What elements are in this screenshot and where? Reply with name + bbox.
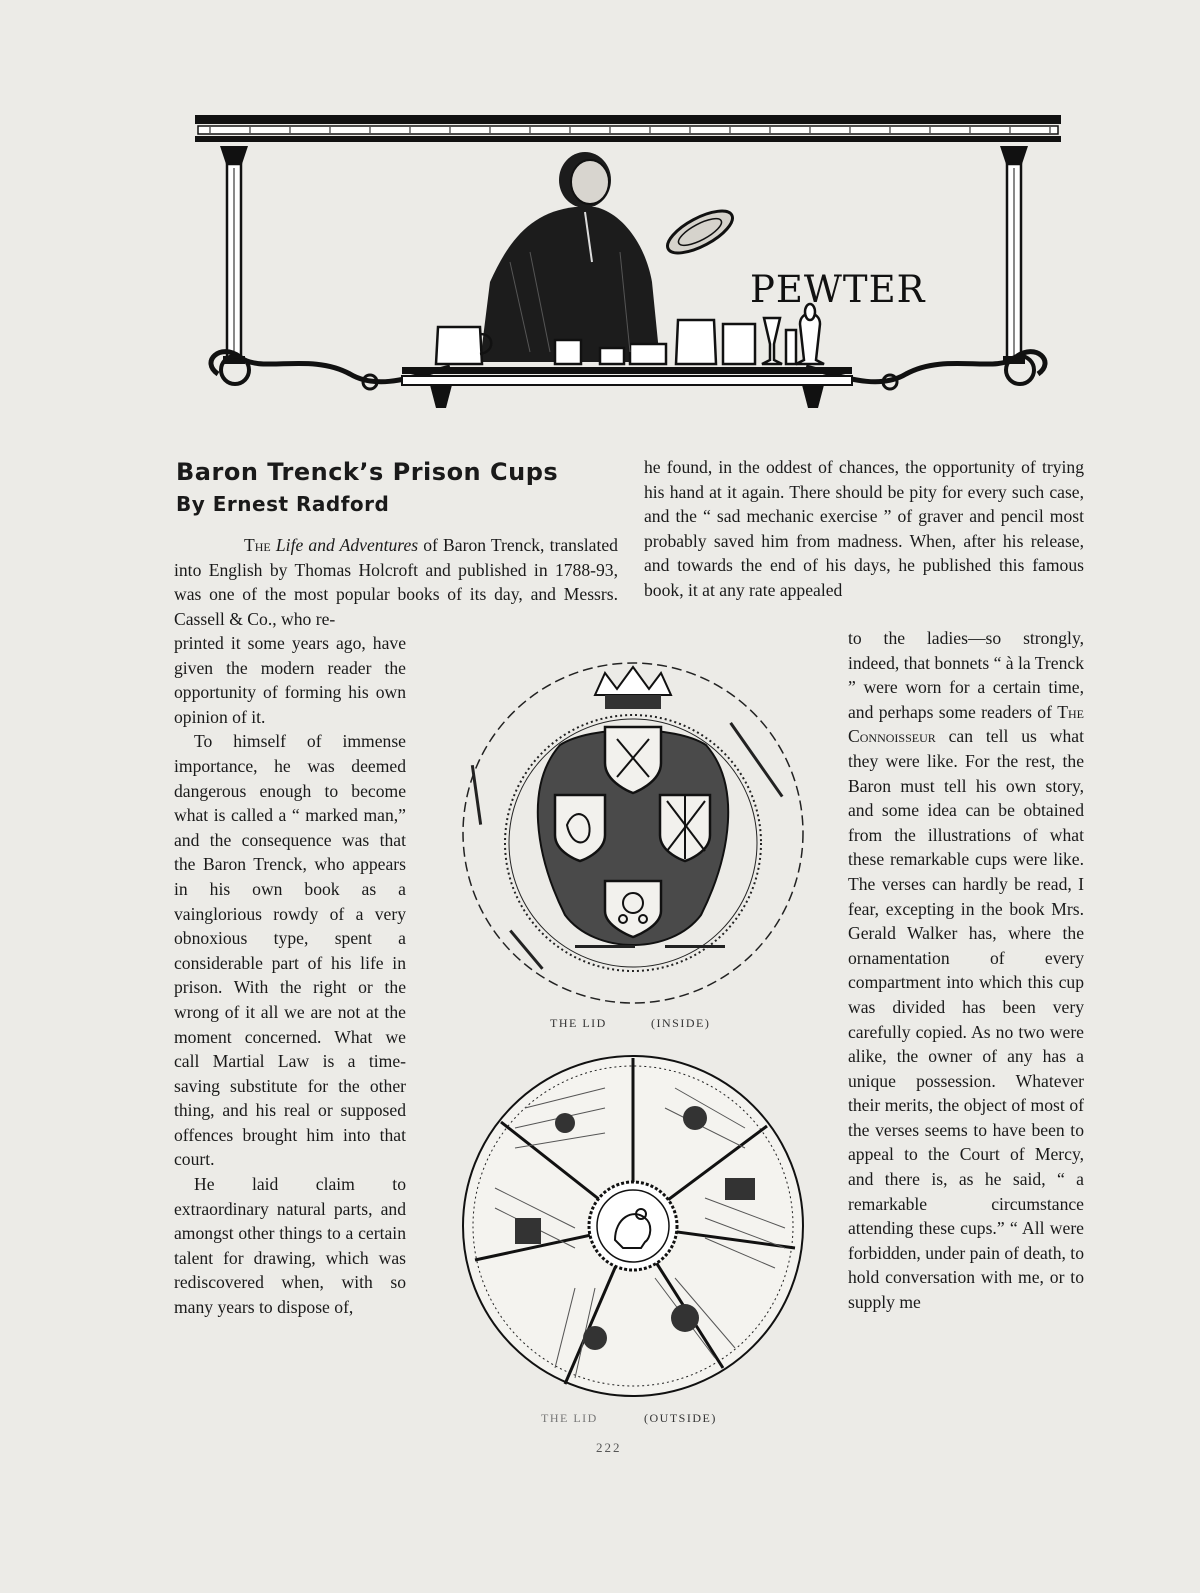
caption-lid-outside-right: (OUTSIDE) bbox=[644, 1411, 717, 1425]
magazine-name: The Connoisseur bbox=[848, 701, 1084, 747]
lid-inside-illustration bbox=[455, 655, 810, 1010]
caption-lid-inside-right: (INSIDE) bbox=[651, 1016, 711, 1030]
col1-paragraph-2: To himself of immense importance, he was deemed dangerous enough to become what is called a “ marked man,” and the consequence was that the Baron Trenck, who appears in his own book as a vainglorious rowdy of a very obnoxious type, spent a considerable part of his life in prison. With the right or the wrong of it all we are not at the moment concerned. What we call Martial Law is a time-saving substitute for the other thing, and his real or supposed offences brought him into that court. bbox=[174, 731, 406, 1170]
col2-top-text: he found, in the oddest of chances, the opportunity of trying his hand at it again. There should be pity for every such case, and the “ sad mechanic exercise ” of graver and pencil most probably saved him from madness. When, after his release, and towards the end of his days, he published this famous book, it at any rate appealed bbox=[644, 457, 1084, 600]
figure-lid-outside bbox=[455, 1048, 810, 1403]
caption-lid-outside-left: THE LID bbox=[541, 1411, 598, 1425]
caption-lid-inside-left: THE LID bbox=[550, 1016, 607, 1030]
col1-intro bbox=[174, 533, 618, 631]
col1-paragraph-3: He laid claim to extraordinary natural parts, and amongst other things to a certain talent for drawing, which was rediscovered when, with so many years to dispose of, bbox=[174, 1174, 406, 1318]
book-title: Life and Adventures bbox=[275, 535, 419, 555]
col2-top bbox=[644, 455, 1084, 603]
page-number: 222 bbox=[596, 1440, 622, 1455]
col1-paragraph-1: printed it some years ago, have given the modern reader the opportunity of forming his own opinion of it. bbox=[174, 633, 406, 727]
intro-lead: The bbox=[244, 535, 271, 555]
col2-narrow bbox=[848, 626, 1084, 1315]
article-title: Baron Trenck’s Prison Cups bbox=[176, 458, 559, 486]
col2-text-part-2: can tell us what they were like. For the rest, the Baron must tell his own story, and some idea can be obtained from the illustrations of what these remarkable cups were like. The verses can hardly be read, I fear, excepting in the book Mrs. Gerald Walker has, where the ornamentation of every compartment into which this cup was divided has been very carefully copied. As no two were alike, the owner of any has a unique possession. Whatever their merits, the object of most of the verses seems to have been to appeal to the Court of Mercy, and there is, as he said, “ a remarkable circumstance attending these cups.” “ All were forbidden, under pain of death, to hold conversation with me, or to supply me bbox=[848, 726, 1084, 1313]
pewter-banner bbox=[190, 112, 1070, 422]
lid-outside-illustration bbox=[455, 1048, 810, 1403]
intro-text: of Baron Trenck, translated into English by Thomas Holcroft and published in 1788-93, was one of the most popular books of its day, and Messrs. Cassell & Co., who re- bbox=[174, 535, 618, 629]
banner-title: PEWTER bbox=[750, 268, 926, 311]
col1-narrow bbox=[174, 631, 406, 1320]
col2-text-part-1: to the ladies—so strongly, indeed, that bonnets “ à la Trenck ” were worn for a certain time, and perhaps some readers of bbox=[848, 628, 1084, 722]
banner-frame-illustration bbox=[190, 112, 1070, 422]
figure-lid-inside bbox=[455, 655, 810, 1010]
article-byline: By Ernest Radford bbox=[176, 492, 390, 516]
